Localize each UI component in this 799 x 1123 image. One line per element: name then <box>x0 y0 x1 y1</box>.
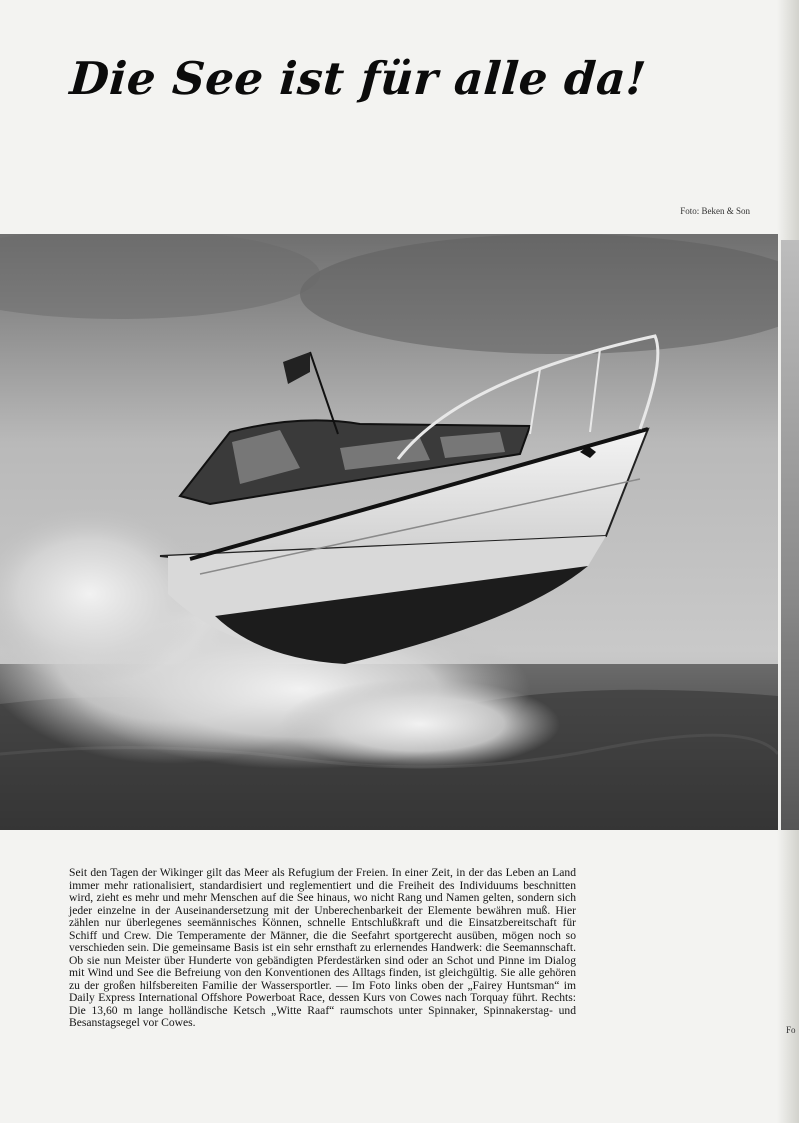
adjacent-page-text-fragment: Fo <box>786 1025 796 1035</box>
powerboat-illustration <box>0 234 778 830</box>
powerboat-photo <box>0 234 778 830</box>
adjacent-page-photo-edge <box>781 240 799 830</box>
photo-credit: Foto: Beken & Son <box>680 206 750 216</box>
page-headline: Die See ist für alle da! <box>68 52 649 105</box>
article-body-text: Seit den Tagen der Wikinger gilt das Meer als Refugium der Freien. In einer Zeit, in der das Leben an Land immer mehr rationalisiert, standardisiert und reglementiert und die Freiheit des Individuums beschnitten wird, zieht es mehr und mehr Menschen auf die See hinaus, wo nicht Rang und Namen gelten, sondern sich jeder einzelne in der Auseinandersetzung mit der Unberechenbarkeit der Elemente bewähren muß. Hier zählen nur überlegenes seemännisches Können, schnelle Entschlußkraft und die Einsatzbereitschaft für Schiff und Crew. Die Temperamente der Männer, die die Seefahrt sportgerecht ausüben, mögen noch so verschieden sein. Die gemeinsame Basis ist ein sehr ernsthaft zu erlernendes Handwerk: die Seemannschaft. Ob sie nun Meister über Hunderte von gebändigten Pferdestärken sind oder an Schot und Pinne im Dialog mit Wind und See die Befreiung von den Konventionen des Alltags finden, ist gleichgültig. Sie alle gehören zu der großen hilfsbereiten Familie der Wassersportler. — Im Foto links oben der „Fairey Huntsman“ im Daily Express International Offshore Powerboat Race, dessen Kurs von Cowes nach Torquay führt. Rechts: Die 13,60 m lange holländische Ketsch „Witte Raaf“ raumschots unter Spinnaker, Spinnakerstag- und Besanstagsegel vor Cowes. <box>69 866 576 1029</box>
